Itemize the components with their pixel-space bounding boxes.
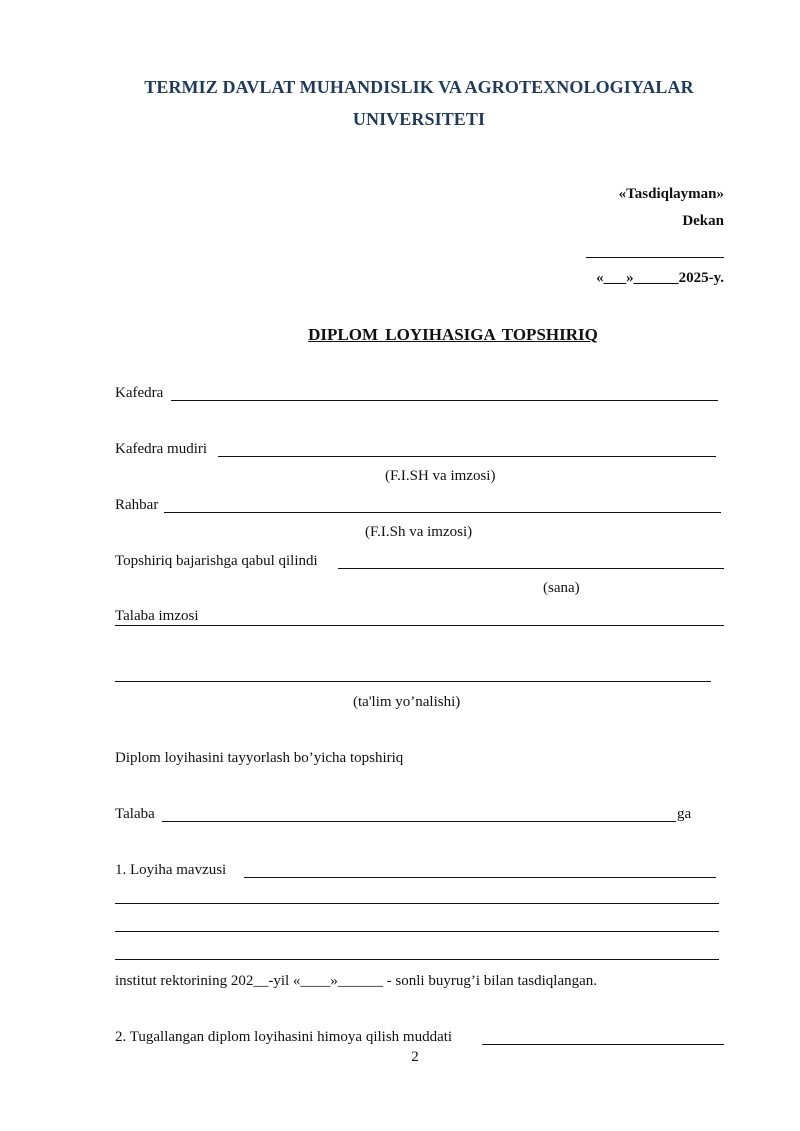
approval-label: «Tasdiqlayman» — [618, 186, 724, 202]
dean-label: Dekan — [682, 213, 724, 229]
rahbar-field-label: Rahbar — [115, 497, 159, 513]
mavzu-fill-line-2 — [115, 903, 719, 904]
qabul-fill-line — [338, 568, 724, 569]
university-name-line-1: TERMIZ DAVLAT MUHANDISLIK VA AGROTEXNOLOGIYALAR — [144, 77, 694, 97]
talaba-imzosi-fill-line — [115, 625, 724, 626]
mavzu-fill-line-3 — [115, 931, 719, 932]
muddat-fill-line — [482, 1044, 724, 1045]
fish-caption-1: (F.I.SH va imzosi) — [385, 468, 496, 484]
kafedra-field-label: Kafedra — [115, 385, 164, 401]
talaba-fill-line — [162, 821, 676, 822]
dean-signature-line — [586, 257, 724, 258]
document-title: DIPLOM LOYIHASIGA TOPSHIRIQ — [308, 325, 598, 344]
talim-yonalishi-caption: (ta'lim yo’nalishi) — [353, 694, 461, 710]
kafedra-mudiri-field-label: Kafedra mudiri — [115, 441, 208, 457]
mavzu-field-label: 1. Loyiha mavzusi — [115, 862, 227, 878]
muddat-field-label: 2. Tugallangan diplom loyihasini himoya qilish muddati — [115, 1029, 453, 1045]
talaba-imzosi-label: Talaba imzosi — [115, 608, 199, 624]
sana-caption: (sana) — [543, 580, 580, 596]
talaba-suffix: ga — [677, 806, 692, 822]
mavzu-fill-line-4 — [115, 959, 719, 960]
fish-caption-2: (F.I.Sh va imzosi) — [365, 524, 473, 540]
buyruq-line: institut rektorining 202__-yil «____»______ - sonli buyrug’i bilan tasdiqlangan. — [115, 973, 598, 989]
talaba-field-label: Talaba — [115, 806, 155, 822]
topshiriq-heading: Diplom loyihasini tayyorlash bo’yicha topshiriq — [115, 750, 404, 766]
university-name-line-2: UNIVERSITETI — [352, 109, 486, 129]
page-number: 2 — [411, 1049, 419, 1065]
talim-yonalishi-fill-line — [115, 681, 711, 682]
qabul-field-label: Topshiriq bajarishga qabul qilindi — [115, 553, 318, 569]
mavzu-fill-line-1 — [244, 877, 716, 878]
kafedra-mudiri-fill-line — [218, 456, 716, 457]
rahbar-fill-line — [164, 512, 721, 513]
kafedra-fill-line — [171, 400, 718, 401]
approval-date-line: «___»______2025-y. — [596, 270, 724, 286]
